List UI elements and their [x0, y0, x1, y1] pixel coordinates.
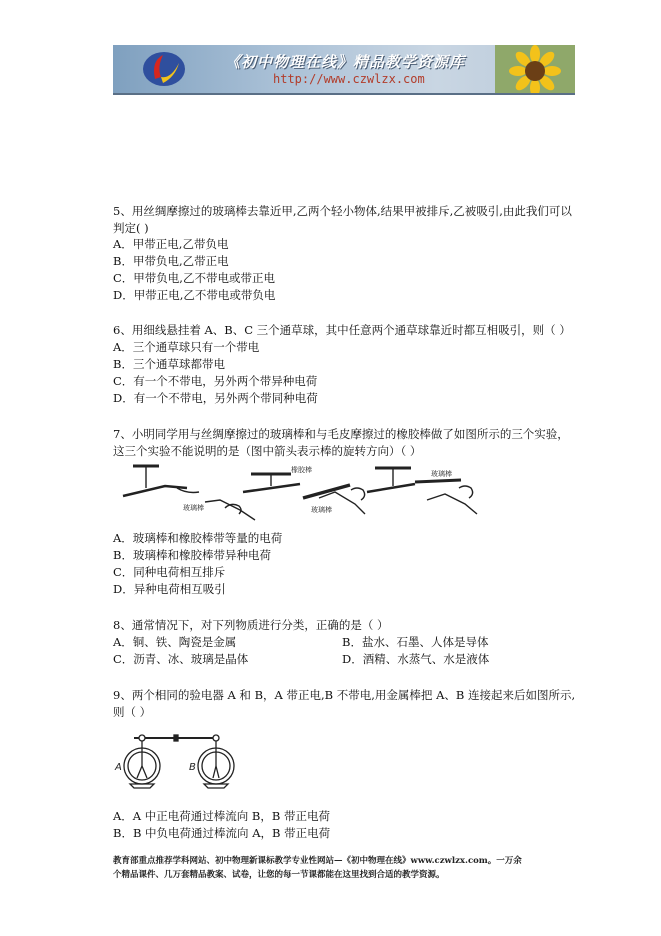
question-6-option-b: B．三个通草球都带电: [113, 357, 225, 371]
banner-title: 《初中物理在线》精品教学资源库: [225, 53, 466, 71]
question-8-option-c: C．沥青、冰、玻璃是晶体: [113, 652, 249, 666]
question-8-option-b: B．盐水、石墨、人体是导体: [342, 635, 489, 649]
question-7-figure: [115, 460, 490, 526]
question-7-figure-label-2: 橡胶棒: [291, 466, 312, 474]
question-7-stem-line1: 7、小明同学用与丝绸摩擦过的玻璃棒和与毛皮摩擦过的橡胶棒做了如图所示的三个实验，: [113, 427, 569, 441]
question-9-option-b: B．B 中负电荷通过棒流向 A，B 带正电荷: [113, 826, 331, 840]
question-5-stem-line1: 5、用丝绸摩擦过的玻璃棒去靠近甲,乙两个轻小物体,结果甲被排斥,乙被吸引,由此我们可以: [113, 204, 572, 218]
question-7-figure-label-4: 玻璃棒: [431, 470, 452, 478]
question-7-stem-line2: 这三个实验不能说明的是（图中箭头表示棒的旋转方向）（ ）: [113, 444, 422, 458]
question-7-option-c: C．同种电荷相互排斥: [113, 565, 226, 579]
question-5-option-c: C．甲带负电,乙不带电或带正电: [113, 271, 275, 285]
banner-divider: [113, 93, 575, 95]
question-7-option-d: D．异种电荷相互吸引: [113, 582, 226, 596]
question-9-figure-label-b: B: [189, 762, 196, 773]
sunflower-image: [495, 45, 575, 93]
page-footer: [113, 854, 583, 882]
question-6-option-d: D．有一个不带电，另外两个带同种电荷: [113, 391, 318, 405]
question-8-option-d: D．酒精、水蒸气、水是液体: [342, 652, 490, 666]
question-8-stem: 8、通常情况下，对下列物质进行分类，正确的是（ ）: [113, 618, 389, 632]
question-7-option-b: B．玻璃棒和橡胶棒带异种电荷: [113, 548, 271, 562]
question-6-option-a: A．三个通草球只有一个带电: [113, 340, 260, 354]
question-7-figure-label-3: 玻璃棒: [311, 506, 332, 514]
question-5-option-a: A．甲带正电,乙带负电: [113, 237, 229, 251]
question-9-option-a: A．A 中正电荷通过棒流向 B，B 带正电荷: [113, 809, 330, 823]
question-5-option-d: D．甲带正电,乙不带电或带负电: [113, 288, 276, 302]
question-5-stem-line2: 判定( ): [113, 221, 149, 235]
question-9-figure: [112, 726, 247, 796]
question-7-option-a: A．玻璃棒和橡胶棒带等量的电荷: [113, 531, 283, 545]
question-9-figure-label-a: A: [115, 762, 122, 773]
question-6-option-c: C．有一个不带电，另外两个带异种电荷: [113, 374, 318, 388]
site-logo: [141, 49, 187, 89]
header-banner: [113, 45, 575, 93]
question-6-stem: 6、用细线悬挂着 A、B、C 三个通草球，其中任意两个通草球靠近时都互相吸引，则（ ）: [113, 323, 571, 337]
footer-line-1: 教育部重点推荐学科网站、初中物理新课标教学专业性网站—《初中物理在线》www.czwlzx.com。一万余: [113, 856, 522, 866]
question-9-stem-line1: 9、两个相同的验电器 A 和 B，A 带正电,B 不带电,用金属棒把 A、B 连接起来后如图所示,: [113, 688, 576, 702]
footer-line-2: 个精品课件、几万套精品教案、试卷，让您的每一节课都能在这里找到合适的教学资源。: [113, 870, 445, 880]
banner-url[interactable]: http://www.czwlzx.com: [273, 72, 425, 86]
question-8-option-a: A．铜、铁、陶瓷是金属: [113, 635, 237, 649]
question-5-option-b: B．甲带负电,乙带正电: [113, 254, 229, 268]
question-9-stem-line2: 则（ ）: [113, 705, 152, 719]
question-7-figure-label-1: 玻璃棒: [183, 504, 204, 512]
